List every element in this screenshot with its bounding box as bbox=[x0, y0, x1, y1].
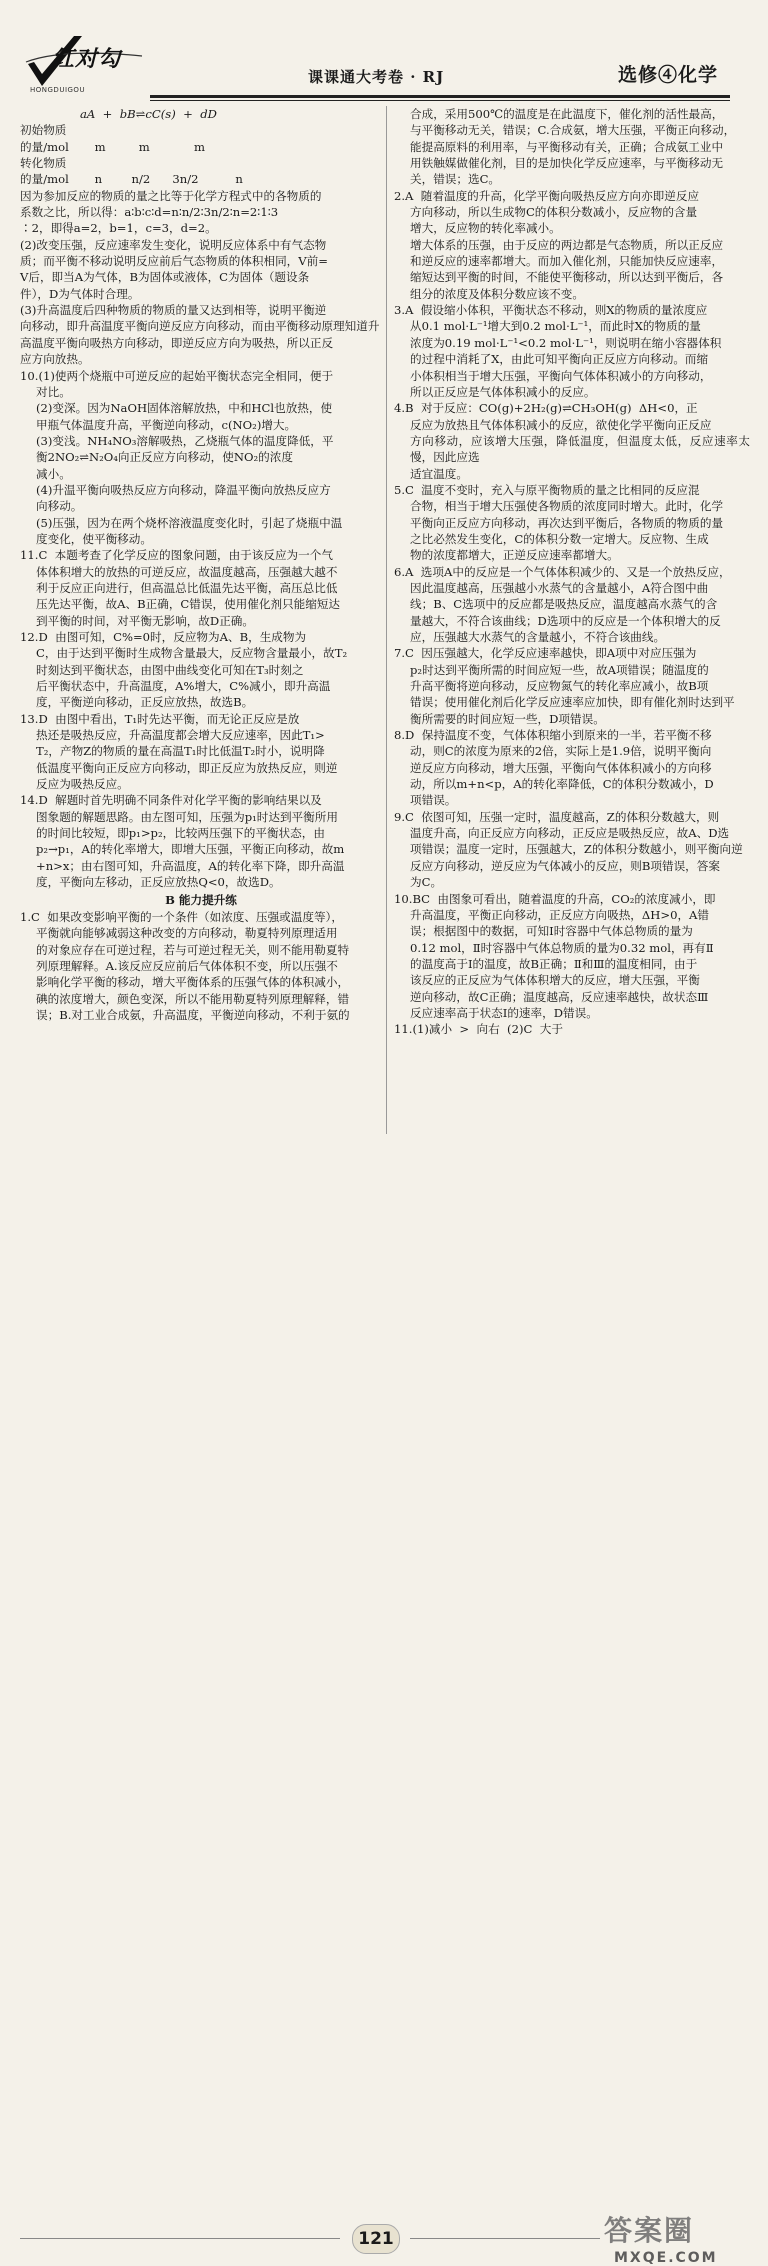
text-line: 所以正反应是气体体积减小的反应。 bbox=[410, 384, 596, 399]
text-line: 影响化学平衡的移动，增大平衡体系的压强气体的体积减小， bbox=[36, 975, 350, 990]
text-line: 图象题的解题思路。由左图可知，压强为p₁时达到平衡所用 bbox=[36, 809, 338, 824]
text-line: 5.C 温度不变时，充入与原平衡物质的量之比相同的反应混 bbox=[394, 482, 700, 497]
text-line: 时刻达到平衡状态，由图中曲线变化可知在T₃时刻之 bbox=[36, 662, 304, 677]
text-line: 逆反应方向移动，增大压强，平衡向气体体积减小的方向移 bbox=[410, 760, 712, 775]
text-line: V后，即当A为气体，B为固体或液体，C为固体（题设条 bbox=[20, 270, 310, 285]
text-line: 和逆反应的速率都增大。而加入催化剂，只能加快反应速率， bbox=[410, 254, 724, 269]
text-line: 到平衡的时间，对平衡无影响，故D正确。 bbox=[36, 613, 254, 628]
subject-title: 选修④化学 bbox=[618, 64, 719, 86]
logo-text: 红对勾 bbox=[52, 46, 122, 72]
text-line: ∶2，即得a=2，b=1，c=3，d=2。 bbox=[20, 221, 217, 236]
text-line: (2)改变压强，反应速率发生变化，说明反应体系中有气态物 bbox=[20, 237, 327, 252]
text-line: 合成，采用500℃的温度是在此温度下，催化剂的活性最高， bbox=[410, 107, 724, 121]
text-line: 系数之比，所以得：a∶b∶c∶d=n∶n/2∶3n/2∶n=2∶1∶3 bbox=[20, 205, 279, 220]
text-line: 列原理解释。A.该反应反应前后气体体积不变，所以压强不 bbox=[36, 958, 338, 973]
watermark-chinese: 答案圈 bbox=[604, 2214, 695, 2247]
text-line: 线；B、C选项中的反应都是吸热反应，温度越高水蒸气的含 bbox=[410, 597, 718, 612]
text-line: 温度升高，向正反应方向移动，正反应是吸热反应，故A、D选 bbox=[410, 826, 730, 841]
text-line: 应，压强越大水蒸气的含量越小，不符合该曲线。 bbox=[410, 630, 666, 644]
text-line: 6.A 选项A中的反应是一个气体体积减少的、又是一个放热反应， bbox=[394, 564, 731, 579]
text-line: (3)升高温度后四种物质的物质的量又达到相等，说明平衡逆 bbox=[20, 303, 327, 318]
text-line: 件），D为气体时合理。 bbox=[20, 286, 140, 301]
text-line: T₂，产物Z的物质的量在高温T₁时比低温T₂时小，说明降 bbox=[36, 744, 325, 759]
watermark bbox=[604, 2214, 754, 2266]
text-line: 误；B.对工业合成氨，升高温度，平衡逆向移动，不利于氨的 bbox=[36, 1007, 350, 1022]
text-line: 甲瓶气体温度升高，平衡逆向移动，c(NO₂)增大。 bbox=[36, 417, 297, 432]
text-line: 逆向移动，故C正确；温度越高，反应速率越快，故状态Ⅲ bbox=[410, 989, 709, 1004]
text-line: 应方向放热。 bbox=[20, 352, 90, 367]
text-line: 对比。 bbox=[36, 384, 71, 399]
text-line: 量越大，不符合该曲线；D选项中的反应是一个体积增大的反 bbox=[410, 613, 721, 628]
text-line: 向移动，即升高温度平衡向逆反应方向移动，而由平衡移动原理知道升 bbox=[20, 319, 380, 334]
text-line: 错误；使用催化剂后化学反应速率应加快，即有催化剂时达到平 bbox=[410, 695, 735, 710]
text-line: 增大，反应物的转化率减小。 bbox=[410, 221, 561, 236]
text-line: 动，所以m+n<p，A的转化率降低，C的体积分数减小，D bbox=[410, 777, 714, 792]
text-line: 的时间比较短，即p₁>p₂，比较两压强下的平衡状态，由 bbox=[36, 826, 325, 841]
text-line: 衡所需要的时间应短一些，D项错误。 bbox=[410, 711, 605, 726]
text-line: 小体积相当于增大压强，平衡向气体体积减小的方向移动， bbox=[410, 368, 712, 383]
text-line: 平衡向正反应方向移动，再次达到平衡后，各物质的物质的量 bbox=[410, 515, 724, 530]
text-line: 7.C 因压强越大，化学反应速率越快，即A项中对应压强为 bbox=[394, 646, 697, 661]
text-line: 度变化，使平衡移动。 bbox=[36, 531, 152, 546]
text-line: 质；而平衡不移动说明反应前后气态物质的体积相同，V前= bbox=[20, 254, 328, 269]
text-line: 关，错误；选C。 bbox=[410, 172, 501, 187]
text-line: 反应为放热且气体体积减小的反应，欲使化学平衡向正反应 bbox=[410, 417, 712, 432]
text-line: 之比必然发生变化，C的体积分数一定增大。反应物、生成 bbox=[410, 531, 709, 546]
footer-rule-left bbox=[20, 2238, 340, 2239]
page-footer bbox=[0, 1110, 768, 2266]
page-header bbox=[0, 0, 768, 104]
text-line: 反应方向移动，逆反应为气体减小的反应，则B项错误，答案 bbox=[410, 858, 720, 873]
header-rule-thin bbox=[150, 100, 730, 101]
text-line: 度，平衡逆向移动，正反应放热，故选B。 bbox=[36, 695, 254, 710]
text-line: 2.A 随着温度的升高，化学平衡向吸热反应方向亦即逆反应 bbox=[394, 188, 700, 203]
section-heading: B 能力提升练 bbox=[165, 892, 237, 907]
text-line: 碘的浓度增大，颜色变深，所以不能用勒夏特列原理解释，错 bbox=[36, 991, 350, 1006]
text-line: 反应为吸热反应。 bbox=[36, 777, 129, 792]
text-line: 11.C 本题考查了化学反应的图象问题，由于该反应为一个气 bbox=[20, 548, 333, 563]
header-rule bbox=[150, 95, 730, 98]
text-line: 组分的浓度及体积分数应该不变。 bbox=[410, 286, 584, 301]
text-line: 反应速率高于状态Ⅰ的速率，D错误。 bbox=[410, 1005, 598, 1020]
text-line: 与平衡移动无关，错误；C.合成氨，增大压强，平衡正向移动， bbox=[410, 123, 736, 138]
text-line: (5)压强，因为在两个烧杯溶液温度变化时，引起了烧瓶中温 bbox=[36, 515, 343, 530]
text-line: 浓度为0.19 mol·L⁻¹<0.2 mol·L⁻¹，则说明在缩小容器体积 bbox=[410, 335, 722, 350]
text-line: 项错误。 bbox=[410, 793, 457, 808]
text-line: 动，则C的浓度为原来的2倍，实际上是1.9倍，说明平衡向 bbox=[410, 744, 712, 759]
page-number: 121 bbox=[352, 2224, 400, 2254]
watermark-url: MXQE.COM bbox=[614, 2250, 718, 2266]
text-line: 从0.1 mol·L⁻¹增大到0.2 mol·L⁻¹，而此时X的物质的量 bbox=[410, 319, 701, 334]
logo-subtitle: HONGDUIGOU bbox=[30, 86, 86, 94]
text-line: 低温度平衡向正反应方向移动，即正反应为放热反应，则逆 bbox=[36, 760, 338, 775]
text-line: 衡2NO₂⇌N₂O₄向正反应方向移动，使NO₂的浓度 bbox=[36, 450, 293, 465]
right-column bbox=[394, 106, 750, 1038]
text-line: p₂→p₁，A的转化率增大，即增大压强，平衡正向移动，故m bbox=[36, 842, 345, 857]
text-line: 高温度平衡向吸热方向移动，即逆反应方向为吸热，所以正反 bbox=[20, 335, 334, 350]
text-line: 的温度高于Ⅰ的温度，故B正确；Ⅱ和Ⅲ的温度相同，由于 bbox=[410, 956, 698, 971]
text-line: 的量/mol m m m bbox=[20, 139, 205, 154]
text-line: 初始物质 bbox=[20, 123, 67, 138]
text-line: 为C。 bbox=[410, 875, 443, 890]
text-line: 后平衡状态中，升高温度，A%增大，C%减小，即升高温 bbox=[36, 679, 331, 694]
text-line: C，由于达到平衡时生成物含量最大，反应物含量最小，故T₂ bbox=[36, 646, 348, 661]
text-line: 利于反应正向进行，但高温总比低温先达平衡，高压总比低 bbox=[36, 580, 338, 595]
text-line: 方向移动，应该增大压强，降低温度，但温度太低，反应速率太慢，因此应选 bbox=[410, 433, 750, 465]
text-line: (4)升温平衡向吸热反应方向移动，降温平衡向放热反应方 bbox=[36, 482, 331, 497]
text-line: 0.12 mol，Ⅱ时容器中气体总物质的量为0.32 mol，再有Ⅱ bbox=[410, 940, 714, 955]
book-title: 课课通大考卷 · RJ bbox=[308, 68, 445, 86]
text-line: 13.D 由图中看出，T₁时先达平衡，而无论正反应是放 bbox=[20, 711, 300, 726]
text-line: 热还是吸热反应，升高温度都会增大反应速率，因此T₁> bbox=[36, 728, 325, 743]
text-line: +n>x；由右图可知，升高温度，A的转化率下降，即升高温 bbox=[36, 858, 345, 873]
text-line: 1.C 如果改变影响平衡的一个条件（如浓度、压强或温度等）， bbox=[20, 909, 343, 924]
text-line: 物的浓度都增大，正逆反应速率都增大。 bbox=[410, 548, 619, 563]
text-line: 用铁触媒做催化剂，目的是加快化学反应速率，与平衡移动无 bbox=[410, 156, 724, 171]
footer-rule-right bbox=[410, 2238, 600, 2239]
text-line: 向移动。 bbox=[36, 499, 83, 514]
text-line: 减小。 bbox=[36, 466, 71, 481]
text-line: 增大体系的压强，由于反应的两边都是气态物质，所以正反应 bbox=[410, 237, 724, 252]
text-line: (3)变浅。NH₄NO₃溶解吸热，乙烧瓶气体的温度降低，平 bbox=[36, 433, 334, 448]
text-line: 转化物质 bbox=[20, 156, 67, 171]
text-line: 10.(1)使两个烧瓶中可逆反应的起始平衡状态完全相同，便于 bbox=[20, 368, 334, 383]
column-divider bbox=[386, 106, 387, 1134]
text-line: 压先达平衡，故A、B正确，C错误，使用催化剂只能缩短达 bbox=[36, 597, 341, 612]
text-line: 因此温度越高，压强越小水蒸气的含量越小，A符合图中曲 bbox=[410, 580, 709, 595]
text-line: 12.D 由图可知，C%=0时，反应物为A、B，生成物为 bbox=[20, 630, 307, 644]
text-line: 8.D 保持温度不变，气体体积缩小到原来的一半，若平衡不移 bbox=[394, 728, 712, 743]
text-line: 项错误；温度一定时，压强越大，Z的体积分数越小，则平衡向逆 bbox=[410, 842, 743, 857]
text-line: 14.D 解题时首先明确不同条件对化学平衡的影响结果以及 bbox=[20, 793, 322, 808]
text-line: 体体积增大的放热的可逆反应，故温度越高，压强越大越不 bbox=[36, 564, 338, 579]
text-line: 的过程中消耗了X，由此可知平衡向正反应方向移动。而缩 bbox=[410, 352, 709, 367]
left-column bbox=[20, 106, 382, 1023]
text-line: 4.B 对于反应：CO(g)+2H₂(g)⇌CH₃OH(g) ΔH<0，正 bbox=[394, 401, 698, 416]
text-line: 适宜温度。 bbox=[410, 466, 468, 481]
text-line: 方向移动，所以生成物C的体积分数减小，反应物的含量 bbox=[410, 205, 698, 220]
text-line: 度，平衡向左移动，正反应放热Q<0，故选D。 bbox=[36, 875, 281, 890]
text-line: 3.A 假设缩小体积，平衡状态不移动，则X的物质的量浓度应 bbox=[394, 303, 708, 318]
text-line: 升高平衡将逆向移动，反应物氮气的转化率应减小，故B项 bbox=[410, 679, 709, 694]
text-line: aA + bB⇌cC(s) + dD bbox=[80, 107, 217, 121]
text-line: 10.BC 由图象可看出，随着温度的升高，CO₂的浓度减小，即 bbox=[394, 891, 716, 906]
text-line: 平衡就向能够减弱这种改变的方向移动，勒夏特列原理适用 bbox=[36, 926, 338, 941]
text-line: (2)变深。因为NaOH固体溶解放热，中和HCl也放热，使 bbox=[36, 401, 333, 416]
text-line: 11.(1)减小 > 向右 (2)C 大于 bbox=[394, 1022, 563, 1037]
text-line: 能提高原料的利用率，与平衡移动有关，正确；合成氨工业中 bbox=[410, 139, 724, 154]
text-line: 9.C 依图可知，压强一定时，温度越高，Z的体积分数越大，则 bbox=[394, 809, 720, 824]
text-line: p₂时达到平衡所需的时间应短一些，故A项错误；随温度的 bbox=[410, 662, 709, 677]
text-line: 合物，相当于增大压强使各物质的浓度同时增大。此时，化学 bbox=[410, 499, 724, 514]
text-line: 缩短达到平衡的时间，不能使平衡移动，所以达到平衡后，各 bbox=[410, 270, 724, 285]
text-line: 的量/mol n n/2 3n/2 n bbox=[20, 172, 243, 187]
text-line: 该反应的正反应为气体体积增大的反应，增大压强，平衡 bbox=[410, 973, 700, 988]
text-line: 的对象应存在可逆过程，若与可逆过程无关，则不能用勒夏特 bbox=[36, 942, 350, 957]
text-line: 误；根据图中的数据，可知Ⅰ时容器中气体总物质的量为 bbox=[410, 924, 693, 939]
text-line: 升高温度，平衡正向移动，正反应方向吸热，ΔH>0，A错 bbox=[410, 907, 710, 922]
text-line: 因为参加反应的物质的量之比等于化学方程式中的各物质的 bbox=[20, 188, 322, 203]
